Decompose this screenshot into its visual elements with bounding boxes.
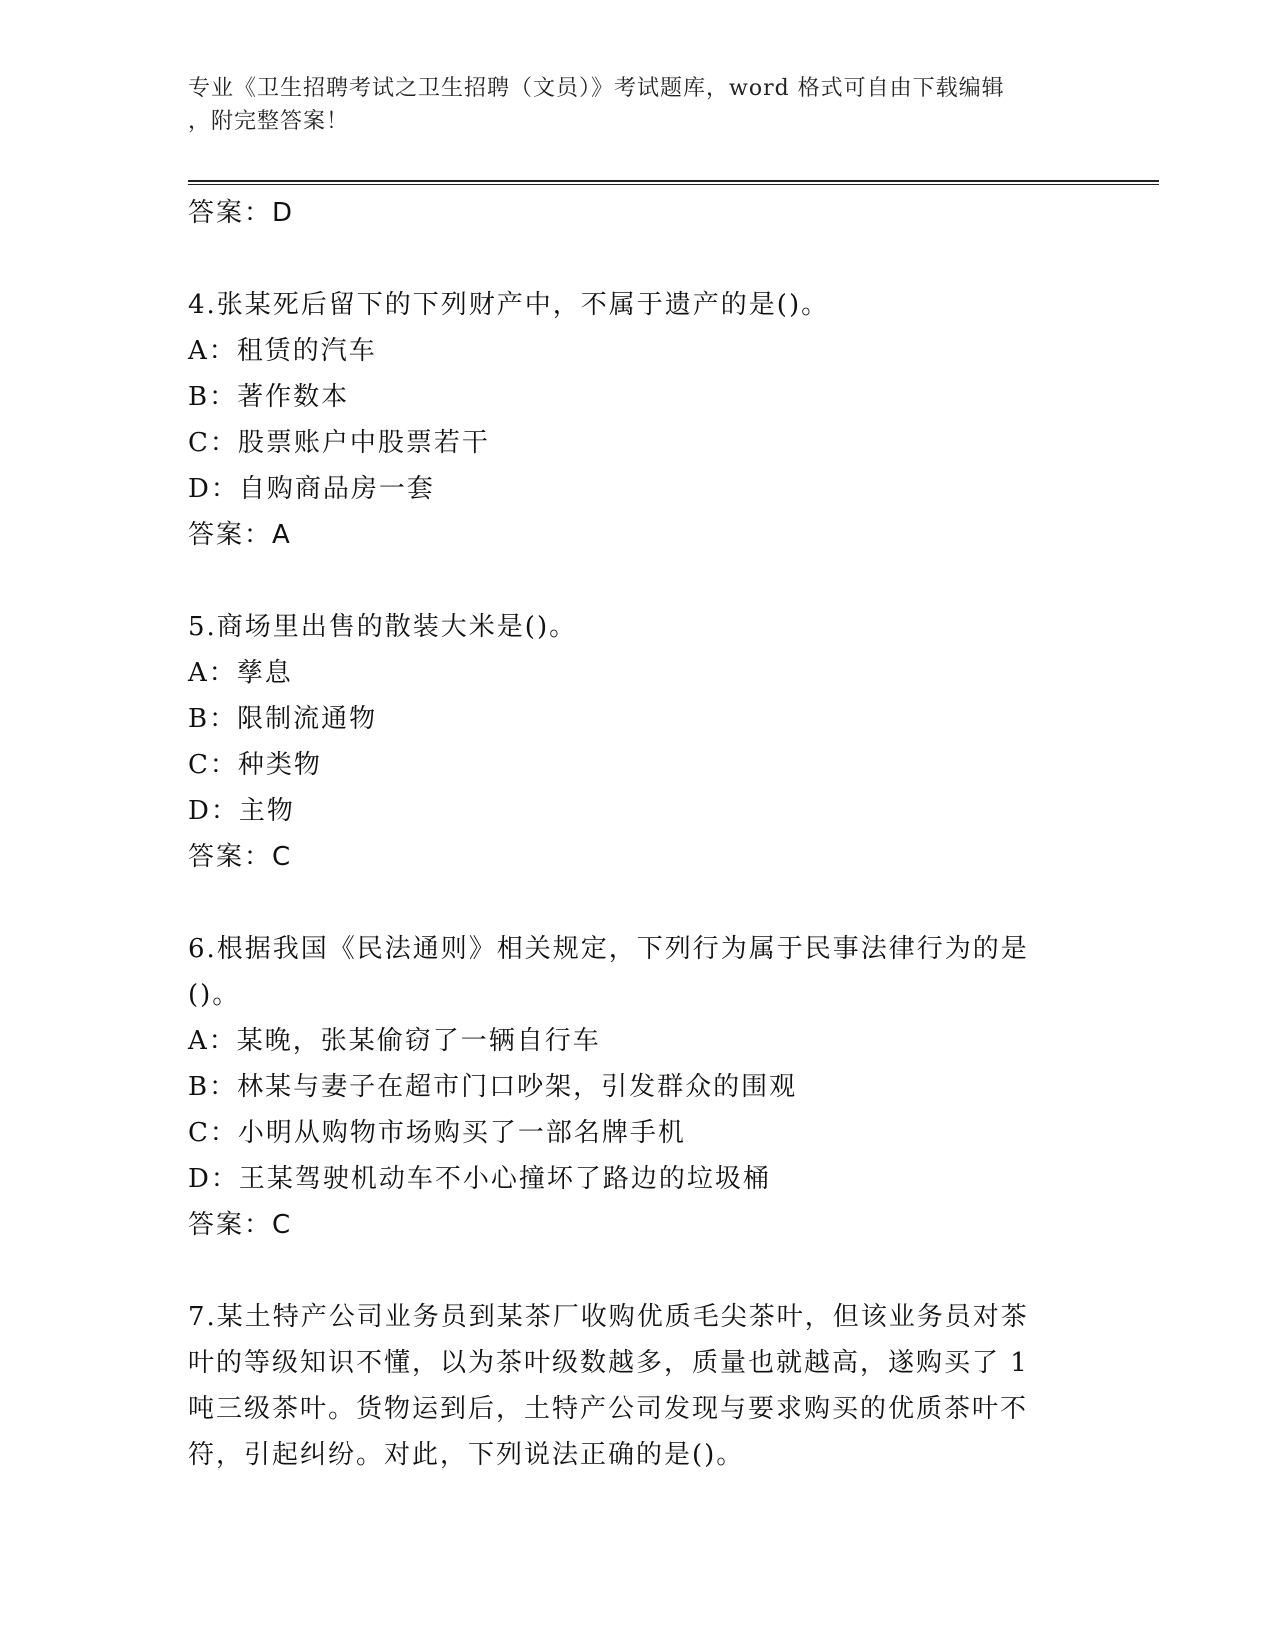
spacer <box>188 880 1068 926</box>
option-d: D：王某驾驶机动车不小心撞坏了路边的垃圾桶 <box>188 1164 771 1194</box>
question-list <box>188 190 1068 1478</box>
answer-line: 答案：D <box>188 198 295 228</box>
question-6 <box>188 926 1068 1248</box>
option-c: C：股票账户中股票若干 <box>188 428 490 458</box>
question-5 <box>188 604 1068 880</box>
spacer <box>188 1248 1068 1294</box>
header-line-1: 专业《卫生招聘考试之卫生招聘（文员）》考试题库，word 格式可自由下载编辑 <box>188 76 1005 101</box>
option-b: B：著作数本 <box>188 382 350 412</box>
question-stem-line-2: 叶的等级知识不懂，以为茶叶级数越多，质量也就越高，遂购买了 1 <box>188 1348 1029 1378</box>
question-stem-line-1: 6.根据我国《民法通则》相关规定，下列行为属于民事法律行为的是 <box>188 934 1029 964</box>
question-stem: 4.张某死后留下的下列财产中，不属于遗产的是()。 <box>188 290 830 320</box>
option-d: D：自购商品房一套 <box>188 474 435 504</box>
question-stem-line-3: 吨三级茶叶。货物运到后，土特产公司发现与要求购买的优质茶叶不 <box>188 1394 1029 1424</box>
option-b: B：限制流通物 <box>188 704 378 734</box>
question-stem-line-2: ()。 <box>188 980 241 1010</box>
option-a: A：某晚，张某偷窃了一辆自行车 <box>188 1026 601 1056</box>
option-d: D：主物 <box>188 796 295 826</box>
option-a: A：租赁的汽车 <box>188 336 377 366</box>
option-a: A：孳息 <box>188 658 293 688</box>
question-stem-line-4: 符，引起纠纷。对此，下列说法正确的是()。 <box>188 1440 745 1470</box>
spacer <box>188 236 1068 282</box>
answer-line: 答案：C <box>188 1210 293 1240</box>
header-line-2: ，附完整答案！ <box>188 109 350 134</box>
question-stem: 5.商场里出售的散装大米是()。 <box>188 612 578 642</box>
answer-line: 答案：C <box>188 842 293 872</box>
question-stem-line-1: 7.某土特产公司业务员到某茶厂收购优质毛尖茶叶，但该业务员对茶 <box>188 1302 1029 1332</box>
option-c: C：小明从购物市场购买了一部名牌手机 <box>188 1118 686 1148</box>
header-divider-thick <box>188 180 1159 182</box>
question-7 <box>188 1294 1068 1478</box>
spacer <box>188 558 1068 604</box>
option-c: C：种类物 <box>188 750 322 780</box>
option-b: B：林某与妻子在超市门口吵架，引发群众的围观 <box>188 1072 798 1102</box>
answer-line: 答案：A <box>188 520 292 550</box>
header-divider-thin <box>188 184 1159 185</box>
question-4 <box>188 282 1068 558</box>
document-header <box>188 72 1088 138</box>
